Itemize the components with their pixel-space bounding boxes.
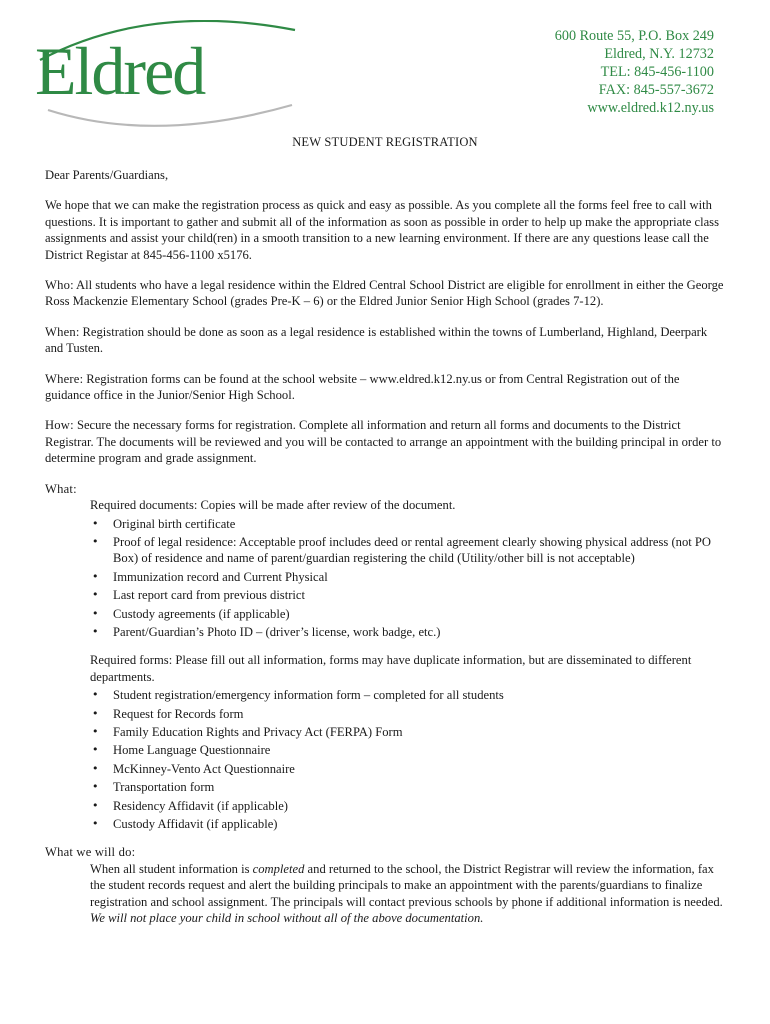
list-item: • Custody Affidavit (if applicable) bbox=[113, 816, 725, 832]
list-item: • Transportation form bbox=[113, 779, 725, 795]
logo-text: Eldred bbox=[35, 33, 205, 109]
when-text: : Registration should be done as soon as a legal residence is established within the towns of Lumberland, Highland, Deerpark and Tusten. bbox=[45, 324, 708, 356]
how-label: How: bbox=[45, 418, 74, 433]
required-documents-intro bbox=[90, 497, 725, 513]
address-tel: TEL: 845-456-1100 bbox=[600, 64, 714, 80]
required-forms-list bbox=[45, 687, 725, 832]
address-line1: 600 Route 55, P.O. Box 249 bbox=[554, 28, 714, 44]
required-documents-label: Required documents: bbox=[90, 498, 198, 513]
willdo-text-part1: When all student information is bbox=[90, 861, 253, 876]
list-item: • Proof of legal residence: Acceptable proof includes deed or rental agreement clearly showing physical address (not PO Box) of residence and name of parent/guardian registering the child (Utility/other bill is not acceptable) bbox=[113, 534, 725, 567]
intro-paragraph: We hope that we can make the registration process as quick and easy as possible. As you complete all the forms feel free to call with questions. It is important to gather and submit all of the information as soon as possible in order to help up make the appropriate class assignments and assist your child(ren) in a smooth transition to a new learning environment. If there are any questions lease call the District Registar at 845-456-1100 x5176. bbox=[45, 198, 719, 262]
when-label: When bbox=[45, 324, 76, 339]
what-we-will-do-section bbox=[45, 844, 725, 926]
list-item: • Request for Records form bbox=[113, 706, 725, 722]
list-item: • McKinney-Vento Act Questionnaire bbox=[113, 761, 725, 777]
eldred-logo bbox=[30, 20, 310, 140]
who-label: Who bbox=[45, 278, 71, 293]
how-paragraph bbox=[45, 417, 725, 466]
where-text: : Registration forms can be found at the school website – www.eldred.k12.ny.us or from Central Registration out of the guidance office in the Junior/Senior High School. bbox=[45, 371, 680, 403]
willdo-completed: completed bbox=[252, 861, 305, 876]
how-text: Secure the necessary forms for registration. Complete all information and return all forms and documents to the District Registrar. The documents will be reviewed and you will be contacted to arrange an appointment with the building principal in order to determine program and grade assignment. bbox=[45, 418, 722, 466]
who-paragraph bbox=[45, 277, 725, 310]
list-item: • Original birth certificate bbox=[113, 516, 725, 532]
school-address bbox=[555, 27, 714, 117]
required-forms-text: Please fill out all information, forms may have duplicate information, but are disseminated to different departments. bbox=[90, 653, 692, 684]
what-we-will-do-label: What we will do: bbox=[45, 845, 136, 860]
list-item: • Custody agreements (if applicable) bbox=[113, 606, 725, 622]
required-forms-label: Required forms: bbox=[90, 653, 173, 668]
what-we-will-do-text bbox=[90, 861, 725, 927]
where-label: Where bbox=[45, 371, 80, 386]
letter-body bbox=[45, 167, 725, 926]
willdo-text-part2: and returned to the school, the District Registrar will review the information, fax the student records request and alert the building principals to make an appointment with the parents/guardians to finalize registration and school assignment. The principals will contact previous schools by phone if additional information is needed. bbox=[90, 861, 723, 909]
address-web: www.eldred.k12.ny.us bbox=[587, 100, 714, 116]
who-text: : All students who have a legal residence within the Eldred Central School District are eligible for enrollment in either the George Ross Mackenzie Elementary School (grades Pre-K – 6) or the Eldred Junior Senior High School (grades 7-12). bbox=[45, 278, 724, 309]
required-forms-intro bbox=[90, 652, 725, 685]
list-item: • Immunization record and Current Physical bbox=[113, 569, 725, 585]
required-documents-list bbox=[45, 516, 725, 641]
list-item: • Family Education Rights and Privacy Act (FERPA) Form bbox=[113, 724, 725, 740]
page-title: NEW STUDENT REGISTRATION bbox=[292, 135, 478, 149]
required-documents-text: Copies will be made after review of the document. bbox=[197, 498, 456, 513]
list-item: • Parent/Guardian’s Photo ID – (driver’s license, work badge, etc.) bbox=[113, 624, 725, 640]
list-item: • Last report card from previous district bbox=[113, 587, 725, 603]
willdo-note: We will not place your child in school without all of the above documentation. bbox=[90, 911, 484, 926]
list-item: • Residency Affidavit (if applicable) bbox=[113, 798, 725, 814]
where-paragraph bbox=[45, 371, 725, 404]
greeting: Dear Parents/Guardians, bbox=[45, 168, 169, 182]
address-fax: FAX: 845-557-3672 bbox=[598, 82, 714, 98]
when-paragraph bbox=[45, 324, 725, 357]
list-item: • Home Language Questionnaire bbox=[113, 742, 725, 758]
what-section bbox=[45, 481, 725, 833]
what-label: What: bbox=[45, 481, 77, 496]
address-line2: Eldred, N.Y. 12732 bbox=[604, 46, 714, 62]
list-item: • Student registration/emergency information form – completed for all students bbox=[113, 687, 725, 703]
